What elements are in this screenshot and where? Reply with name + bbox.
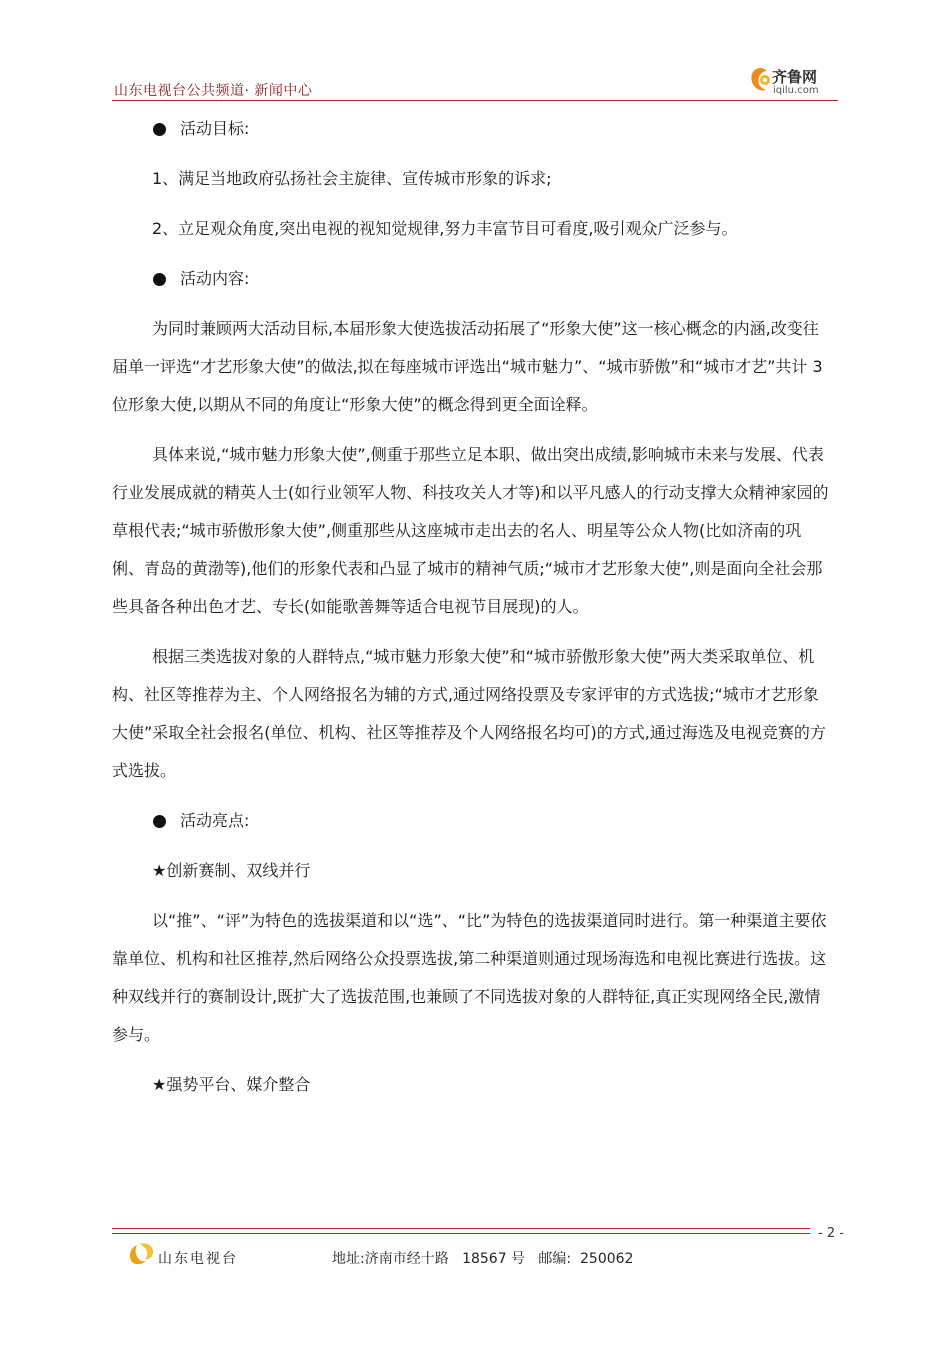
bullet-icon [153, 273, 166, 286]
logo-name: 齐鲁网 [772, 68, 818, 86]
highlight-2-title: ★强势平台、媒介整合 [152, 1075, 311, 1094]
highlight-1-paragraph: 以“推”、“评”为特色的选拔渠道和以“选”、“比”为特色的选拔渠道同时进行。第一种渠道主要依靠单位、机构和社区推荐,然后网络公众投票选拔,第二种渠道则通过现场海选和电视比赛进行选拔。这种双线并行的赛制设计,既扩大了选拔范围,也兼顾了不同选拔对象的人群特征,真正实现网络全民,激情参与。 [112, 911, 827, 1044]
bullet-icon [153, 123, 166, 136]
content-heading: 活动内容: [112, 260, 832, 298]
goals-heading: 活动目标: [112, 110, 832, 148]
content-paragraph-2: 具体来说,“城市魅力形象大使”,侧重于那些立足本职、做出突出成绩,影响城市未来与发展、代表行业发展成就的精英人士(如行业领军人物、科技攻关人才等)和以平凡感人的行动支撑大众精神家园的草根代表;“城市骄傲形象大使”,侧重那些从这座城市走出去的名人、明星等公众人物(比如济南的巩俐、青岛的黄渤等),他们的形象代表和凸显了城市的精神气质;“城市才艺形象大使”,则是面向全社会那些具备各种出色才艺、专长(如能歌善舞等适合电视节目展现)的人。 [112, 445, 829, 616]
document-body [112, 110, 832, 1104]
header-divider [112, 100, 838, 101]
bullet-icon [153, 815, 166, 828]
goals-item-2: 2、立足观众角度,突出电视的视知觉规律,努力丰富节目可看度,吸引观众广泛参与。 [152, 219, 738, 238]
header-title: 山东电视台公共频道· 新闻中心 [114, 83, 313, 99]
highlights-heading: 活动亮点: [112, 802, 832, 840]
footer-divider [112, 1228, 810, 1229]
footer-station-name: 山东电视台 [158, 1251, 238, 1267]
content-paragraph-3: 根据三类选拔对象的人群特点,“城市魅力形象大使”和“城市骄傲形象大使”两大类采取单位、机构、社区等推荐为主、个人网络报名为辅的方式,通过网络投票及专家评审的方式选拔;“城市才艺形象大使”采取全社会报名(单位、机构、社区等推荐及个人网络报名均可)的方式,通过海选及电视竞赛的方式选拔。 [112, 647, 826, 780]
content-paragraph-1: 为同时兼顾两大活动目标,本届形象大使选拔活动拓展了“形象大使”这一核心概念的内涵,改变往届单一评选“才艺形象大使”的做法,拟在每座城市评选出“城市魅力”、“城市骄傲”和“城市才艺”共计 3 位形象大使,以期从不同的角度让“形象大使”的概念得到更全面诠释。 [112, 319, 823, 414]
qilu-logo-icon [748, 66, 774, 94]
highlight-1-title: ★创新赛制、双线并行 [152, 861, 311, 880]
page-number: - 2 - [818, 1226, 844, 1241]
footer-divider-thin [112, 1233, 810, 1234]
footer-address: 地址:济南市经十路 18567 号 邮编: 250062 [332, 1251, 634, 1267]
qilu-logo [748, 64, 838, 98]
goals-item-1: 1、满足当地政府弘扬社会主旋律、宣传城市形象的诉求; [152, 169, 552, 188]
logo-url: iqilu.com [773, 85, 819, 96]
sdtv-logo-icon [126, 1240, 156, 1266]
